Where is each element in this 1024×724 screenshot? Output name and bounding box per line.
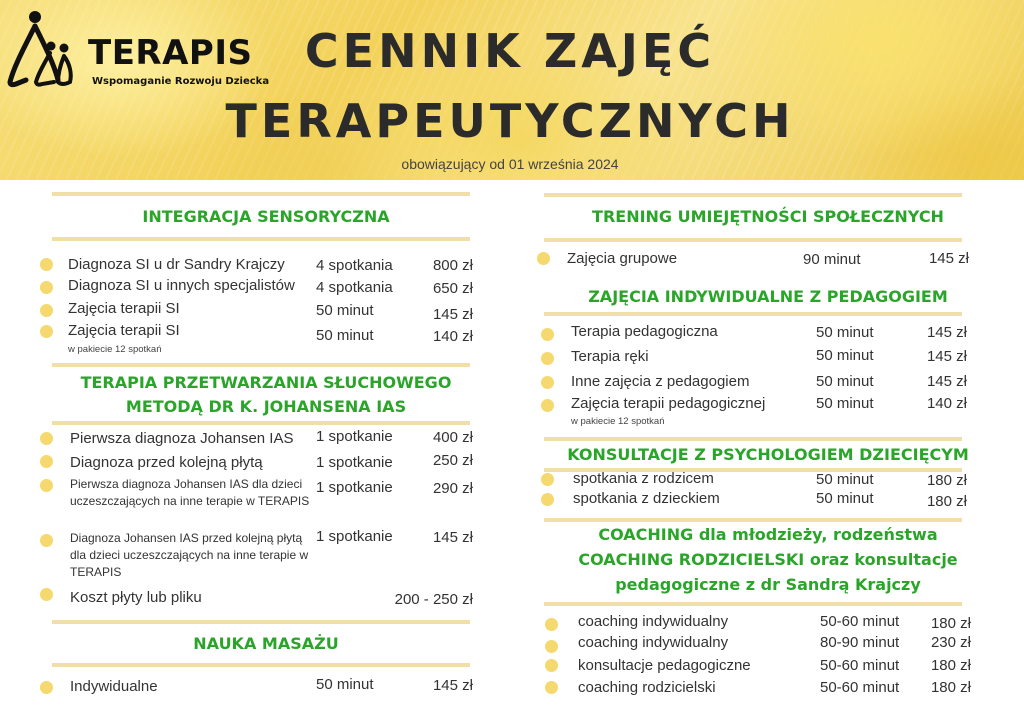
section-title: NAUKA MASAŻU [193,634,339,653]
bullet-icon [541,399,554,412]
service-duration: 50 minut [816,490,874,507]
divider [544,312,962,316]
service-name: Koszt płyty lub pliku [70,589,202,606]
service-name: Terapia ręki [571,348,649,365]
bullet-icon [545,659,558,672]
service-price: 140 zł [926,395,967,412]
family-figures-icon [6,10,88,90]
service-name: Diagnoza przed kolejną płytą [70,454,263,471]
service-name: Diagnoza Johansen IAS przed kolejną płytą dla dzieci uczeszczających na inne terapie w TERAPIS [70,531,309,579]
service-price: 145 zł [432,529,473,546]
service-duration: 50-60 minut [820,657,900,674]
service-name: coaching rodzicielski [578,679,716,696]
bullet-icon [541,328,554,341]
divider [544,437,962,441]
page-title-line2: TERAPEUTYCZNYCH [225,94,795,148]
divider [544,602,962,606]
service-duration: 50 minut [816,395,874,412]
service-name: Zajęcia grupowe [567,250,678,267]
service-duration: 50 minut [816,324,874,341]
service-duration: 50-60 minut [820,679,900,696]
service-duration: 1 spotkanie [316,428,393,445]
service-price: 800 zł [432,257,473,274]
service-price: 145 zł [432,677,473,694]
bullet-icon [541,473,554,486]
bullet-icon [545,618,558,631]
bullet-icon [40,534,53,547]
service-name: Zajęcia terapii pedagogicznej [571,395,766,412]
service-price: 250 zł [432,452,473,469]
service-name: Inne zajęcia z pedagogiem [571,373,750,390]
bullet-icon [40,432,53,445]
section-title-line1: COACHING dla młodzieży, rodzeństwa [598,525,938,544]
section-title-line2: COACHING RODZICIELSKI oraz konsultacje [578,550,958,569]
service-name: coaching indywidualny [578,634,729,651]
service-name: Indywidualne [70,678,158,695]
bullet-icon [40,479,53,492]
section-title: TRENING UMIEJĘTNOŚCI SPOŁECZNYCH [592,207,944,226]
section-title-line3: pedagogiczne z dr Sandrą Krajczy [615,575,921,594]
bullet-icon [541,352,554,365]
service-duration: 50 minut [316,676,374,693]
service-name: Diagnoza SI u innych specjalistów [68,277,295,294]
divider [52,237,470,241]
divider [52,663,470,667]
bullet-icon [541,493,554,506]
service-note: w pakiecie 12 spotkań [571,416,665,427]
service-price: 145 zł [926,373,967,390]
bullet-icon [541,376,554,389]
service-duration: 80-90 minut [820,634,900,651]
service-name: Diagnoza SI u dr Sandry Krajczy [68,256,285,273]
service-price: 140 zł [432,328,473,345]
divider [52,421,470,425]
bullet-icon [40,455,53,468]
service-note: w pakiecie 12 spotkań [68,344,162,355]
divider [52,192,470,196]
service-price: 145 zł [926,348,967,365]
section-title-line2: METODĄ DR K. JOHANSENA IAS [125,397,407,416]
service-name: Zajęcia terapii SI [68,322,180,339]
service-duration: 4 spotkania [316,279,393,296]
bullet-icon [40,304,53,317]
service-price: 180 zł [930,615,971,632]
section-title: INTEGRACJA SENSORYCZNA [142,207,390,226]
service-name: spotkania z rodzicem [573,470,714,487]
service-price: 180 zł [926,472,967,489]
service-duration: 4 spotkania [316,257,393,274]
service-price: 290 zł [432,480,473,497]
service-duration: 50 minut [316,302,374,319]
section-title-line1: TERAPIA PRZETWARZANIA SŁUCHOWEGO [80,373,452,392]
service-price: 650 zł [432,280,473,297]
service-price: 180 zł [930,657,971,674]
service-duration: 50 minut [316,327,374,344]
service-name: coaching indywidualny [578,613,729,630]
effective-date: obowiązujący od 01 września 2024 [401,156,619,172]
section-title: KONSULTACJE Z PSYCHOLOGIEM DZIECIĘCYM [567,445,969,464]
service-duration: 1 spotkanie [316,528,393,545]
bullet-icon [537,252,550,265]
service-duration: 50-60 minut [820,613,900,630]
service-name: konsultacje pedagogiczne [578,657,751,674]
service-name: Pierwsza diagnoza Johansen IAS [70,430,294,447]
service-name: spotkania z dzieckiem [573,490,720,507]
service-price: 145 zł [928,250,969,267]
service-price: 200 - 250 zł [394,591,473,608]
service-price: 400 zł [432,429,473,446]
divider [544,238,962,242]
service-price: 180 zł [926,493,967,510]
service-price: 230 zł [930,634,971,651]
service-name: Pierwsza diagnoza Johansen IAS dla dzieci uczeszczających na inne terapie w TERAPIS [70,477,310,508]
service-name: Terapia pedagogiczna [571,323,718,340]
service-duration: 50 minut [816,373,874,390]
bullet-icon [545,640,558,653]
service-duration: 1 spotkanie [316,479,393,496]
service-price: 180 zł [930,679,971,696]
section-title: ZAJĘCIA INDYWIDUALNE Z PEDAGOGIEM [588,287,948,306]
bullet-icon [545,681,558,694]
service-price: 145 zł [926,324,967,341]
bullet-icon [40,325,53,338]
bullet-icon [40,281,53,294]
divider [52,363,470,367]
logo-tagline: Wspomaganie Rozwoju Dziecka [92,76,270,87]
page-title-line1: CENNIK ZAJĘĆ [304,24,716,78]
header-banner [0,0,1024,180]
service-duration: 90 minut [803,251,861,268]
service-price: 145 zł [432,306,473,323]
service-duration: 50 minut [816,471,874,488]
service-duration: 50 minut [816,347,874,364]
service-name: Zajęcia terapii SI [68,300,180,317]
bullet-icon [40,258,53,271]
divider [544,193,962,197]
service-duration: 1 spotkanie [316,454,393,471]
bullet-icon [40,588,53,601]
bullet-icon [40,681,53,694]
divider [52,620,470,624]
logo-name: TERAPIS [88,33,253,73]
